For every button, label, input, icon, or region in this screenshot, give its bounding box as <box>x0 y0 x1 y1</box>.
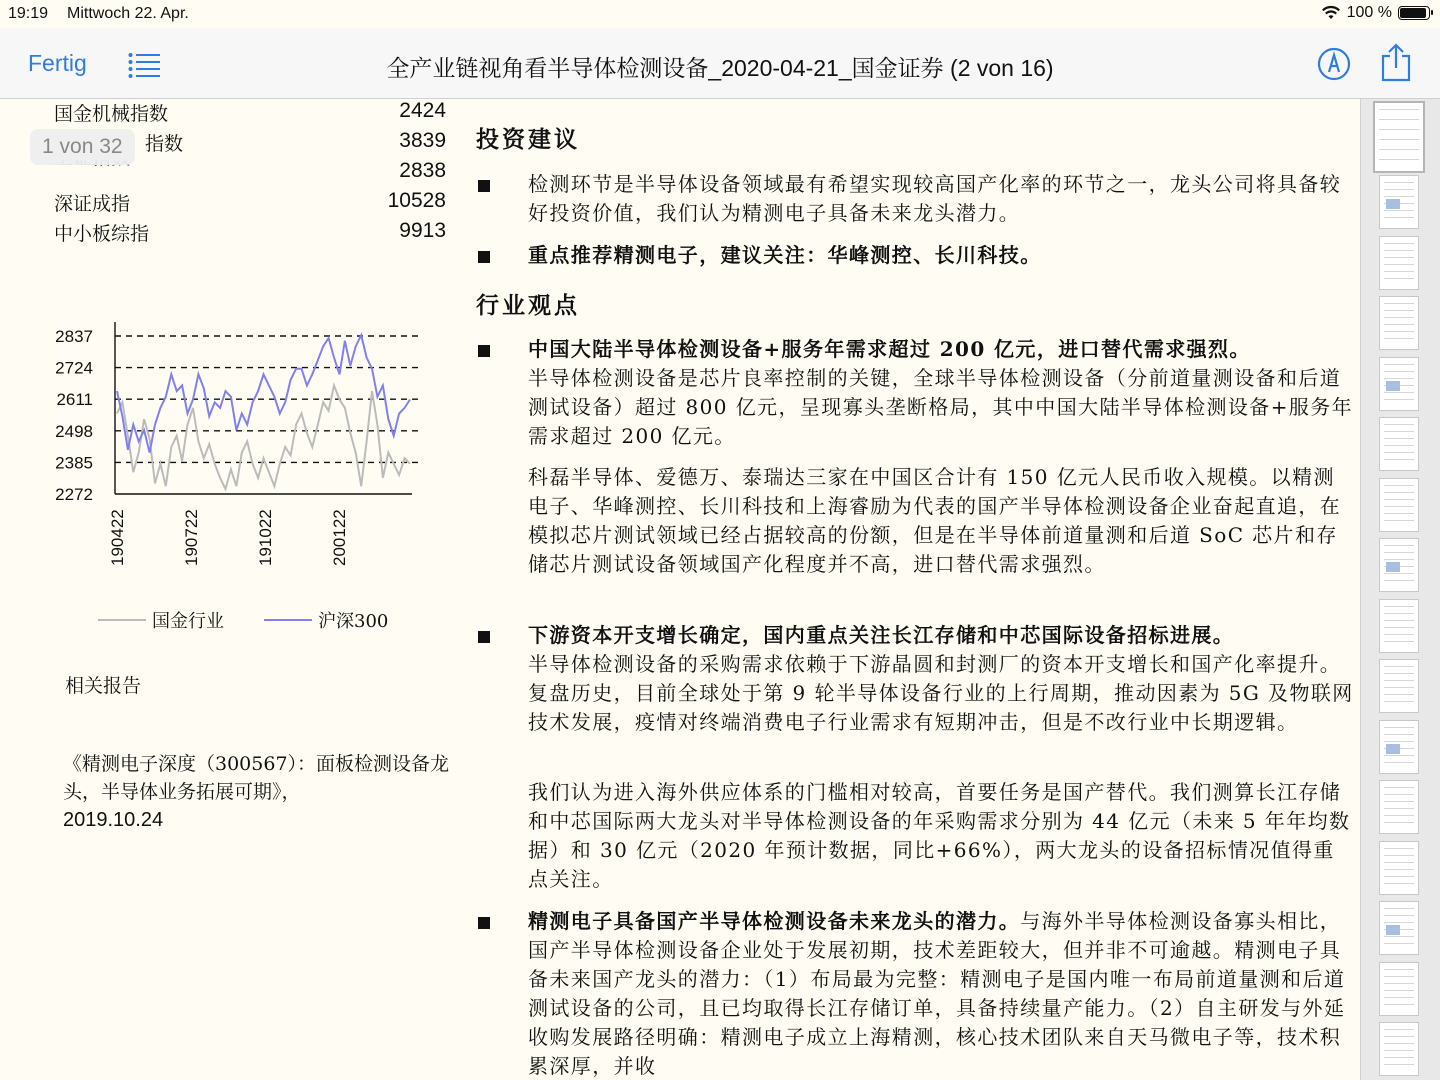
thumbnail-text-line <box>1384 943 1414 944</box>
thumbnail-text-line <box>1384 499 1414 500</box>
bullet-square <box>478 345 490 357</box>
document-title: 全产业链视角看半导体检测设备_2020-04-21_国金证券 (2 von 16) <box>386 55 1054 81</box>
thumbnail-text-line <box>1384 990 1414 991</box>
thumbnail-text-line <box>1384 182 1414 183</box>
thumbnail-text-line <box>1384 278 1414 279</box>
thumbnail-text-line <box>1379 139 1419 140</box>
page-thumbnail[interactable] <box>1379 175 1419 229</box>
page-thumbnail[interactable] <box>1373 101 1425 173</box>
thumbnail-figure <box>1386 925 1400 935</box>
index-value: 10528 <box>387 189 446 212</box>
thumbnail-text-line <box>1384 271 1414 272</box>
page-count-badge: 1 von 32 <box>30 129 135 165</box>
thumbnail-text-line <box>1384 727 1414 728</box>
bullet-bold: 中国大陆半导体检测设备+服务年需求超过 200 亿元，进口替代需求强烈。 <box>528 337 1251 361</box>
thumbnail-text-line <box>1384 559 1414 560</box>
thumbnail-text-line <box>1384 399 1414 400</box>
thumbnail-sidebar[interactable] <box>1360 99 1440 1080</box>
thumbnail-text-line <box>1384 459 1414 460</box>
page-thumbnail[interactable] <box>1379 478 1419 532</box>
thumbnail-figure <box>1386 562 1400 572</box>
thumbnail-figure <box>1386 199 1400 209</box>
page-thumbnail[interactable] <box>1379 1022 1419 1076</box>
thumbnail-text-line <box>1384 701 1414 702</box>
thumbnail-text-line <box>1384 883 1414 884</box>
report-title: 《精测电子深度（300567）：面板检测设备龙头，半导体业务拓展可期》， <box>63 753 450 803</box>
bullet-body: 半导体检测设备的采购需求依赖于下游晶圆和封测厂的资本开支增长和国产化率提升。复盘历史，目前全球处于第 9 轮半导体设备行业的上行周期，推动因素为 5G 及物联网技术发展，疫情对终端消费电子行业需求有短期冲击，但是不改行业中长期逻辑。 <box>528 652 1354 734</box>
status-bar <box>0 0 1440 28</box>
page-thumbnail[interactable] <box>1379 659 1419 713</box>
share-icon[interactable] <box>1380 42 1412 82</box>
thumbnail-text-line <box>1384 573 1414 574</box>
bullet-bold: 精测电子具备国产半导体检测设备未来龙头的潜力。 <box>528 909 1021 933</box>
heading-investment-advice: 投资建议 <box>476 126 580 153</box>
thumbnail-text-line <box>1384 822 1414 823</box>
index-name: 深证成指 <box>54 193 131 215</box>
battery-icon <box>1398 6 1430 20</box>
thumbnail-text-line <box>1384 815 1414 816</box>
thumbnail-text-line <box>1384 324 1414 325</box>
index-row <box>54 99 446 129</box>
page-thumbnail[interactable] <box>1379 720 1419 774</box>
thumbnail-figure <box>1386 744 1400 754</box>
legend-label: 沪深300 <box>318 611 389 632</box>
thumbnail-text-line <box>1379 109 1419 110</box>
page-thumbnail[interactable] <box>1379 296 1419 350</box>
thumbnail-text-line <box>1384 908 1414 909</box>
bullet-square <box>478 631 490 643</box>
thumbnail-text-line <box>1379 149 1419 150</box>
thumbnail-text-line <box>1384 862 1414 863</box>
thumbnail-text-line <box>1384 513 1414 514</box>
thumbnail-text-line <box>1384 976 1414 977</box>
thumbnail-text-line <box>1384 922 1414 923</box>
index-name: 指数 <box>145 133 184 155</box>
index-line-chart <box>50 314 450 634</box>
thumbnail-text-line <box>1384 257 1414 258</box>
thumbnail-text-line <box>1384 620 1414 621</box>
index-row <box>54 219 446 249</box>
bullet-text <box>528 621 1356 737</box>
legend-item-hs300 <box>264 607 388 633</box>
thumbnail-text-line <box>1384 606 1414 607</box>
thumbnail-text-line <box>1384 392 1414 393</box>
bullet-body: 与海外半导体检测设备寡头相比，国产半导体检测设备企业处于发展初期，技术差距较大，但并非不可逾越。精测电子具备未来国产龙头的潜力：（1）布局最为完整：精测电子是国内唯一布局前道量测和后道测试设备的公司，且已均取得长江存储订单，具备持续量产能力。（2）自主研发与外延收购发展路径明确：精测电子成立上海精测，核心技术团队来自天马微电子等，技术积累深厚，并收 <box>528 909 1346 1078</box>
index-value: 2424 <box>399 99 446 122</box>
thumbnail-text-line <box>1384 1050 1414 1051</box>
bullet-square <box>478 251 490 263</box>
thumbnail-text-line <box>1384 915 1414 916</box>
bullet-text: 重点推荐精测电子，建议关注：华峰测控、长川科技。 <box>528 243 1042 267</box>
thumbnail-text-line <box>1384 694 1414 695</box>
thumbnail-text-line <box>1384 485 1414 486</box>
page-thumbnail[interactable] <box>1379 417 1419 471</box>
thumbnail-text-line <box>1384 431 1414 432</box>
thumbnail-text-line <box>1384 545 1414 546</box>
thumbnail-text-line <box>1384 303 1414 304</box>
report-date: 2019.10.24 <box>63 809 164 831</box>
thumbnail-text-line <box>1384 869 1414 870</box>
thumbnail-text-line <box>1384 1029 1414 1030</box>
bullet-square <box>478 917 490 929</box>
bullet-square <box>478 180 490 192</box>
page-thumbnail[interactable] <box>1379 841 1419 895</box>
legend-swatch <box>264 619 312 621</box>
page-thumbnail[interactable] <box>1379 901 1419 955</box>
thumbnail-text-line <box>1384 264 1414 265</box>
thumbnail-text-line <box>1384 762 1414 763</box>
wifi-icon <box>1321 5 1341 21</box>
thumbnail-text-line <box>1379 119 1419 120</box>
thumbnail-text-line <box>1384 552 1414 553</box>
thumbnail-figure <box>1386 381 1400 391</box>
x-tick-label: 190722 <box>182 509 201 566</box>
y-tick-label: 2498 <box>55 421 93 441</box>
thumbnail-text-line <box>1384 936 1414 937</box>
thumbnail-text-line <box>1384 492 1414 493</box>
chart-legend <box>98 607 428 633</box>
thumbnail-text-line <box>1384 310 1414 311</box>
thumbnail-text-line <box>1384 210 1414 211</box>
y-tick-label: 2385 <box>55 453 93 473</box>
y-tick-label: 2272 <box>55 485 93 504</box>
thumbnail-text-line <box>1384 1043 1414 1044</box>
index-name: 国金机械指数 <box>54 103 169 125</box>
thumbnail-text-line <box>1384 1057 1414 1058</box>
paragraph: 我们认为进入海外供应体系的门槛相对较高，首要任务是国产替代。我们测算长江存储和中芯国际两大龙头对半导体检测设备的年采购需求分别为 44 亿元（未来 5 年年均数据）和 30 亿元（2020 年预计数据，同比+66%），两大龙头的设备招标情况值得重点关注。 <box>528 780 1351 891</box>
page-thumbnail[interactable] <box>1379 962 1419 1016</box>
bullet-text: 检测环节是半导体设备领域最有希望实现较高国产化率的环节之一，龙头公司将具备较好投资价值，我们认为精测电子具备未来龙头潜力。 <box>528 172 1342 225</box>
thumbnail-text-line <box>1384 794 1414 795</box>
bullet-bold: 下游资本开支增长确定，国内重点关注长江存储和中芯国际设备招标进展。 <box>528 623 1235 647</box>
thumbnail-text-line <box>1384 787 1414 788</box>
thumbnail-text-line <box>1384 755 1414 756</box>
pdf-page[interactable] <box>10 99 1358 1080</box>
page-thumbnail[interactable] <box>1379 780 1419 834</box>
thumbnail-text-line <box>1384 243 1414 244</box>
x-tick-label: 190422 <box>108 509 127 566</box>
thumbnail-text-line <box>1384 189 1414 190</box>
thumbnail-text-line <box>1384 641 1414 642</box>
thumbnail-text-line <box>1384 438 1414 439</box>
thumbnail-text-line <box>1384 666 1414 667</box>
legend-label: 国金行业 <box>152 611 224 632</box>
page-thumbnail[interactable] <box>1379 236 1419 290</box>
x-tick-label: 191022 <box>256 509 275 566</box>
thumbnail-text-line <box>1384 801 1414 802</box>
thumbnail-text-line <box>1384 1064 1414 1065</box>
bullet-text <box>528 335 1356 451</box>
thumbnail-text-line <box>1384 580 1414 581</box>
thumbnail-text-line <box>1384 364 1414 365</box>
thumbnail-text-line <box>1384 1036 1414 1037</box>
thumbnail-text-line <box>1384 734 1414 735</box>
thumbnail-text-line <box>1384 876 1414 877</box>
thumbnail-text-line <box>1384 848 1414 849</box>
thumbnail-text-line <box>1384 424 1414 425</box>
thumbnail-text-line <box>1384 378 1414 379</box>
thumbnail-text-line <box>1384 741 1414 742</box>
thumbnail-text-line <box>1384 217 1414 218</box>
thumbnail-text-line <box>1384 520 1414 521</box>
thumbnail-text-line <box>1384 452 1414 453</box>
thumbnail-text-line <box>1384 613 1414 614</box>
page-thumbnail[interactable] <box>1379 357 1419 411</box>
index-value: 9913 <box>399 219 446 242</box>
status-date: Mittwoch 22. Apr. <box>67 5 189 22</box>
thumbnail-text-line <box>1384 1004 1414 1005</box>
thumbnail-text-line <box>1384 250 1414 251</box>
x-tick-label: 200122 <box>330 509 349 566</box>
series-line-hs300 <box>117 335 410 452</box>
related-report[interactable] <box>63 750 453 834</box>
bullet-body: 半导体检测设备是芯片良率控制的关键，全球半导体检测设备（分前道量测设备和后道测试设备）超过 800 亿元，呈现寡头垄断格局，其中中国大陆半导体检测设备+服务年需求超过 200 亿元。 <box>528 366 1354 448</box>
heading-industry-view: 行业观点 <box>476 292 580 319</box>
thumbnail-text-line <box>1384 983 1414 984</box>
paragraph: 科磊半导体、爱德万、泰瑞达三家在中国区合计有 150 亿元人民币收入规模。以精测电子、华峰测控、长川科技和上海睿励为代表的国产半导体检测设备企业奋起直追，在模拟芯片测试领域已经占据较高的份额，但是在半导体前道量测和后道 SoC 芯片和存储芯片测试设备领域国产化程度并不高，进口替代需求强烈。 <box>528 465 1342 576</box>
thumbnail-text-line <box>1384 445 1414 446</box>
thumbnail-text-line <box>1384 997 1414 998</box>
thumbnail-text-line <box>1384 855 1414 856</box>
legend-swatch <box>98 619 146 621</box>
thumbnail-text-line <box>1384 627 1414 628</box>
thumbnail-text-line <box>1384 673 1414 674</box>
markup-icon[interactable] <box>1316 46 1352 82</box>
y-tick-label: 2611 <box>56 390 93 410</box>
thumbnail-text-line <box>1384 371 1414 372</box>
y-tick-label: 2724 <box>55 358 93 378</box>
thumbnail-text-line <box>1384 969 1414 970</box>
series-line-guojin <box>117 386 410 490</box>
page-thumbnail[interactable] <box>1379 599 1419 653</box>
page-thumbnail[interactable] <box>1379 538 1419 592</box>
thumbnail-text-line <box>1379 159 1419 160</box>
thumbnail-text-line <box>1379 129 1419 130</box>
thumbnail-text-line <box>1384 506 1414 507</box>
index-row <box>54 189 446 219</box>
thumbnail-text-line <box>1384 196 1414 197</box>
thumbnail-text-line <box>1384 338 1414 339</box>
index-value: 3839 <box>399 129 446 152</box>
thumbnail-text-line <box>1384 634 1414 635</box>
legend-item-guojin <box>98 607 224 633</box>
status-right <box>1321 4 1430 22</box>
thumbnail-text-line <box>1384 331 1414 332</box>
thumbnail-text-line <box>1384 680 1414 681</box>
bullet-text <box>528 907 1356 1080</box>
done-button[interactable]: Fertig <box>28 50 87 76</box>
index-value: 2838 <box>399 159 446 182</box>
thumbnail-text-line <box>1384 687 1414 688</box>
toolbar <box>0 28 1440 99</box>
thumbnail-text-line <box>1384 808 1414 809</box>
index-name: 中小板综指 <box>54 223 150 245</box>
related-reports-heading: 相关报告 <box>65 675 142 697</box>
y-tick-label: 2837 <box>55 327 93 346</box>
battery-percent: 100 % <box>1346 4 1392 21</box>
thumbnail-text-line <box>1384 317 1414 318</box>
status-time: 19:19 <box>8 5 49 22</box>
